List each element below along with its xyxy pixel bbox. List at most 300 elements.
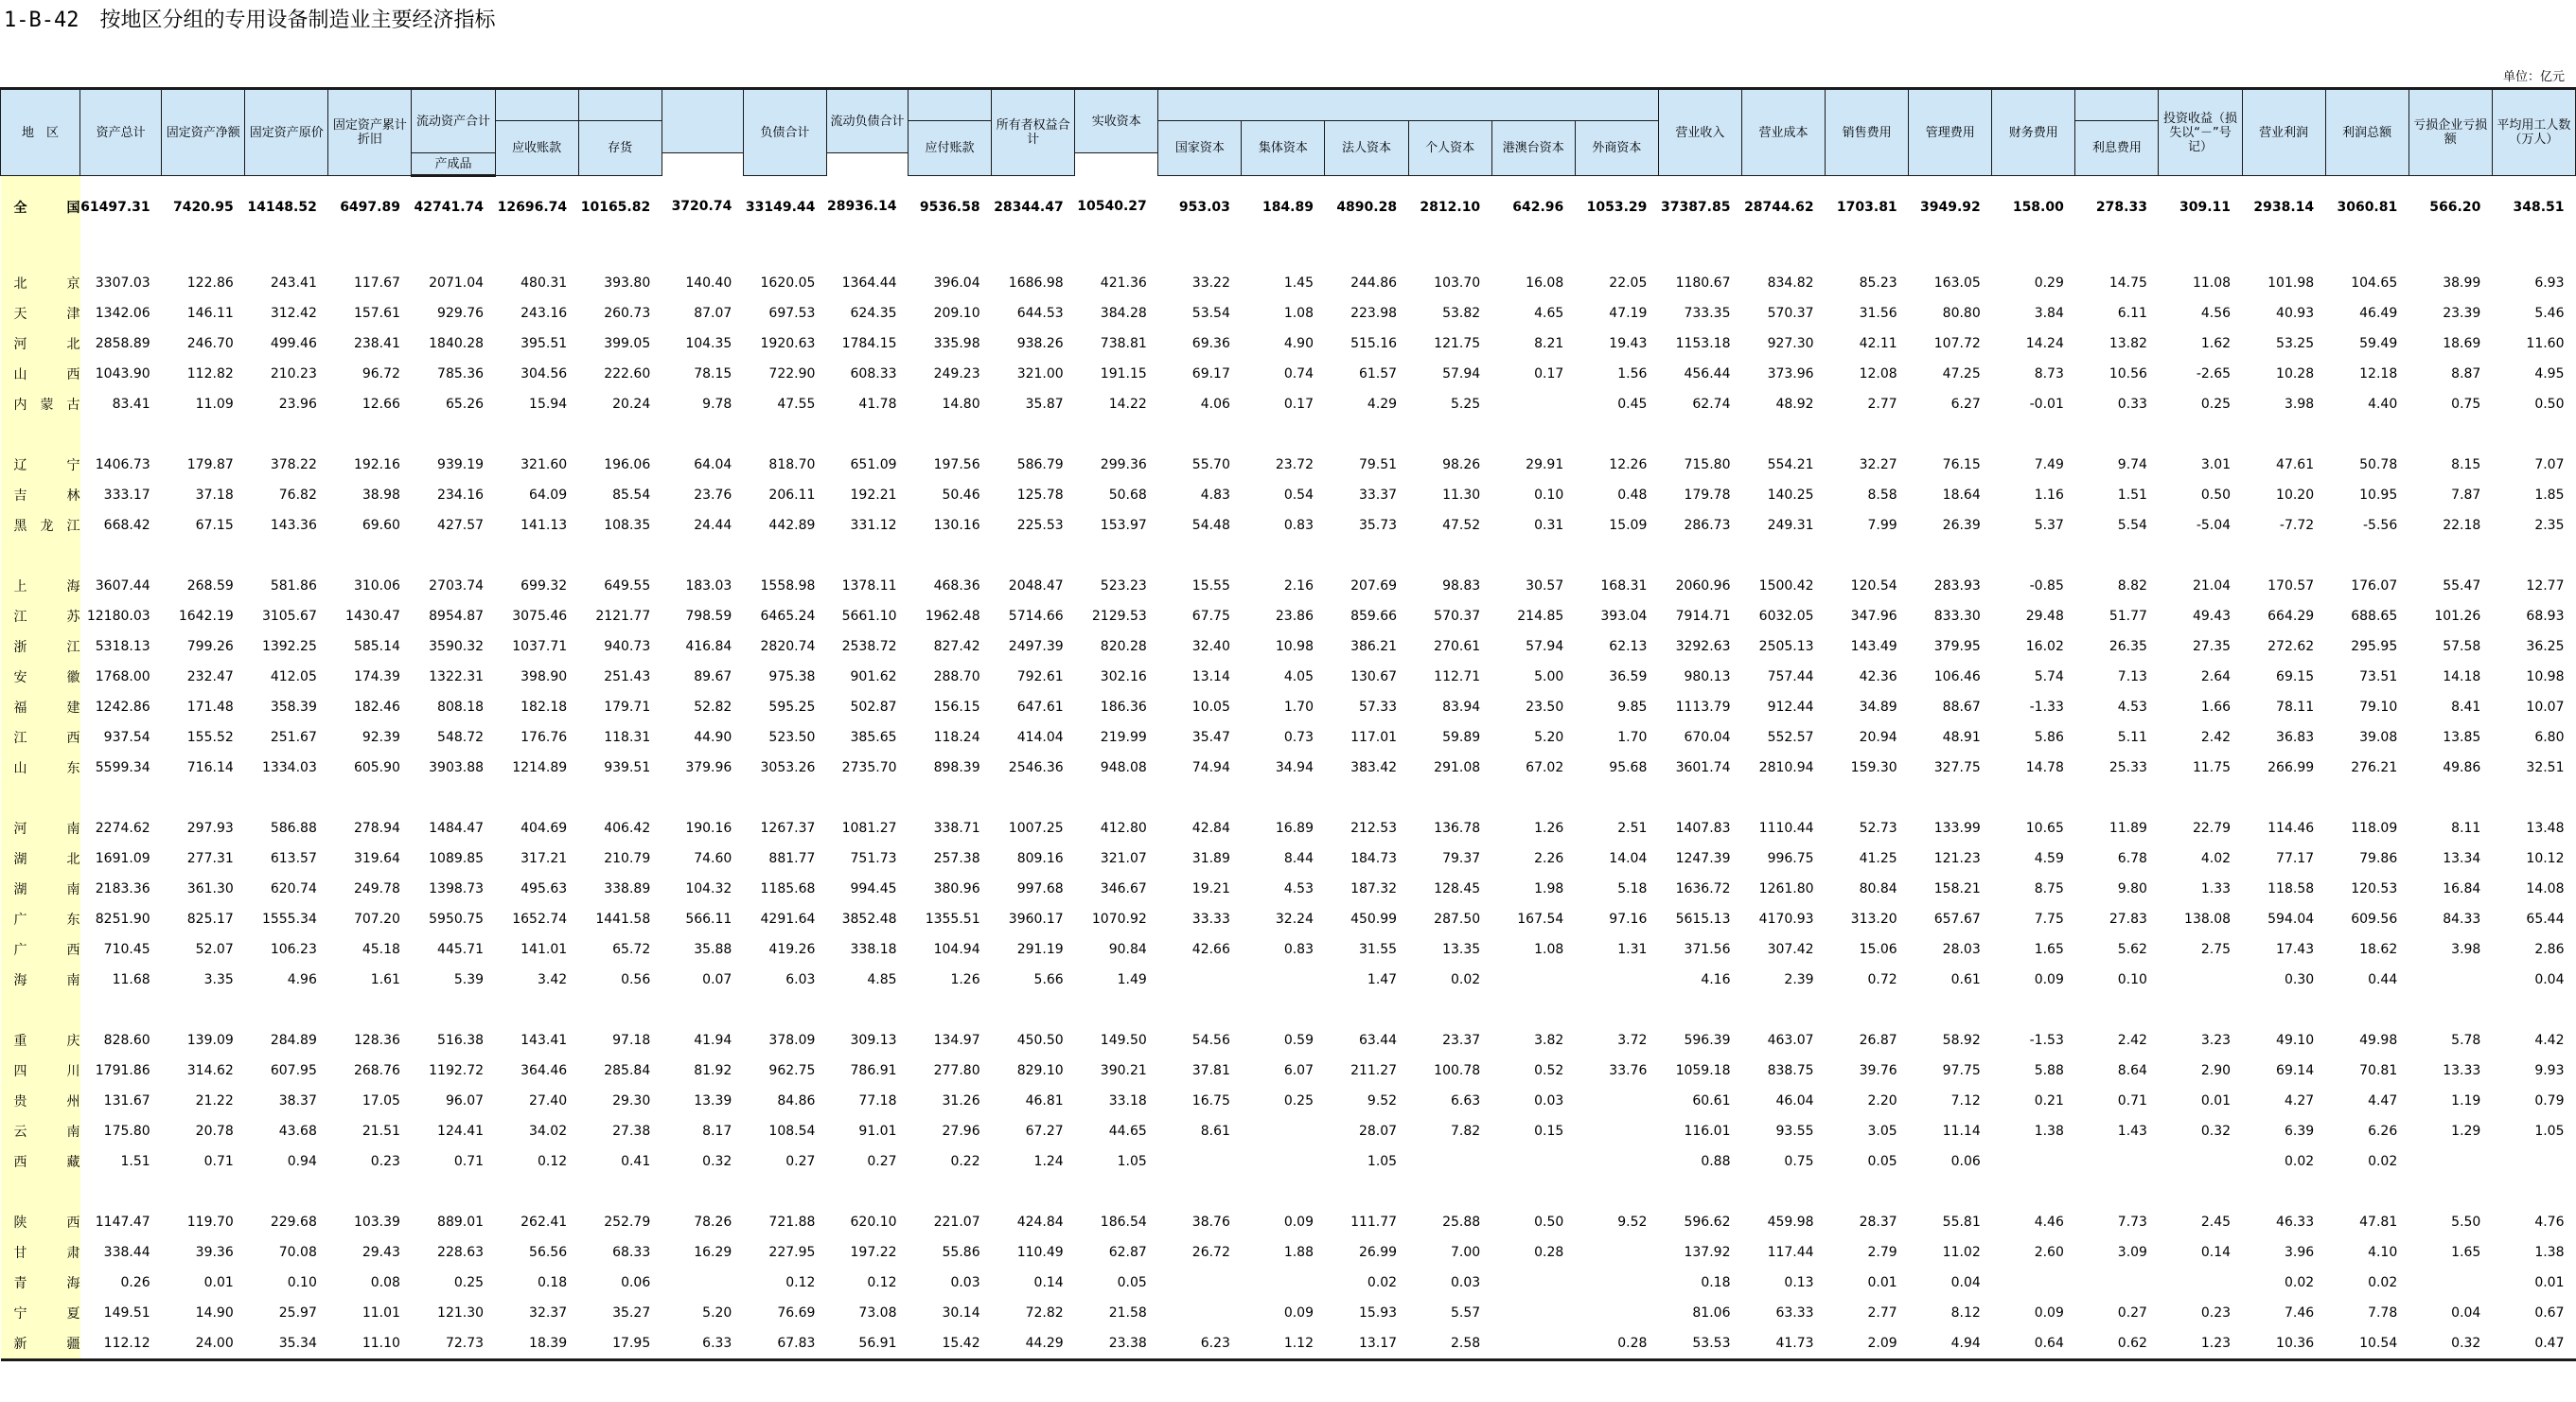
value-cell: 1784.15 — [841, 336, 897, 351]
value-cell: 5.20 — [1534, 730, 1564, 745]
value-cell: 412.05 — [270, 669, 317, 684]
value-cell: 12.66 — [362, 397, 400, 412]
value-cell: 0.04 — [1950, 1275, 1981, 1290]
value-cell: 79.37 — [1442, 851, 1481, 866]
value-cell: 23.38 — [1075, 1328, 1158, 1360]
value-cell: 827.42 — [933, 639, 980, 654]
value-cell — [1575, 1086, 1658, 1116]
value-cell: 18.39 — [495, 1328, 578, 1360]
value-cell: 5.78 — [2451, 1033, 2481, 1048]
value-cell: 0.48 — [1617, 488, 1648, 503]
value-cell: 107.72 — [1933, 336, 1981, 351]
value-cell: 24.44 — [694, 518, 732, 533]
value-cell: 41.78 — [858, 397, 897, 412]
value-cell: 58.92 — [1942, 1033, 1981, 1048]
value-cell: 175.80 — [103, 1124, 150, 1139]
value-cell: 335.98 — [933, 336, 980, 351]
value-cell: 707.20 — [353, 912, 400, 927]
value-cell: 243.41 — [270, 275, 317, 291]
value-cell: 889.01 — [437, 1215, 485, 1230]
value-cell: 4.40 — [2368, 397, 2398, 412]
value-cell: 16.08 — [1526, 275, 1564, 291]
value-cell: 1242.86 — [95, 700, 150, 715]
region-cell — [1, 995, 80, 1025]
value-cell: 953.03 — [1178, 199, 1230, 215]
value-cell — [1491, 1146, 1575, 1177]
value-cell: 18.64 — [1942, 488, 1981, 503]
value-cell: 1.51 — [2117, 488, 2147, 503]
value-cell: 67.02 — [1526, 760, 1564, 775]
region-cell: 北 京 — [1, 268, 80, 298]
value-cell: 192.16 — [353, 457, 400, 472]
value-cell: 833.30 — [1933, 609, 1981, 624]
value-cell: 16.89 — [1275, 821, 1314, 836]
value-cell: 0.03 — [1451, 1275, 1481, 1290]
value-cell: 4.95 — [2534, 366, 2565, 382]
value-cell: 2.45 — [2200, 1215, 2232, 1230]
value-cell — [1491, 1328, 1575, 1360]
value-cell: 0.09 — [2034, 972, 2064, 987]
value-cell: 33.37 — [1358, 488, 1398, 503]
value-cell: 158.00 — [2012, 199, 2064, 215]
value-cell: 7.13 — [2117, 669, 2147, 684]
value-cell: 62.87 — [1108, 1245, 1147, 1260]
value-cell: 548.72 — [437, 730, 485, 745]
value-cell: 523.23 — [1100, 578, 1147, 594]
value-cell: 13.34 — [2443, 851, 2481, 866]
value-cell: 378.09 — [768, 1033, 816, 1048]
value-cell: 6.11 — [2117, 306, 2147, 321]
value-cell: 104.35 — [685, 336, 732, 351]
value-cell: 10.95 — [2359, 488, 2398, 503]
value-cell: 61497.31 — [80, 199, 150, 215]
value-cell: 6.23 — [1158, 1328, 1242, 1360]
value-cell: 313.20 — [1850, 912, 1897, 927]
value-cell: 268.76 — [353, 1063, 400, 1078]
value-cell: 69.36 — [1191, 336, 1230, 351]
value-cell: 10.54 — [2325, 1328, 2408, 1360]
value-cell: 0.25 — [2200, 397, 2232, 412]
value-cell: 118.09 — [2351, 821, 2398, 836]
spacer-row — [1, 419, 2576, 450]
value-cell: 77.18 — [858, 1093, 897, 1109]
value-cell: 0.73 — [1283, 730, 1314, 745]
spacer-cell — [80, 238, 2576, 268]
value-cell: 95.68 — [1609, 760, 1648, 775]
value-cell: 1180.67 — [1675, 275, 1731, 291]
value-cell: 38.76 — [1191, 1215, 1230, 1230]
value-cell: 249.31 — [1767, 518, 1814, 533]
value-cell: 104.65 — [2351, 275, 2398, 291]
value-cell: 55.70 — [1191, 457, 1230, 472]
value-cell: 1.33 — [2200, 881, 2232, 896]
value-cell: 225.53 — [1016, 518, 1064, 533]
value-cell: 321.00 — [1016, 366, 1064, 382]
value-cell: 146.11 — [186, 306, 234, 321]
value-cell: 41.94 — [694, 1033, 732, 1048]
header-total-profit: 利润总额 — [2325, 89, 2408, 176]
value-cell: 309.11 — [2179, 199, 2232, 215]
value-cell: 70.08 — [278, 1245, 317, 1260]
value-cell: 117.67 — [353, 275, 400, 291]
value-cell: 6.33 — [662, 1328, 743, 1360]
header-fin-exp: 财务费用 — [1992, 89, 2075, 176]
value-cell: 53.54 — [1191, 306, 1230, 321]
value-cell: 2.39 — [1784, 972, 1814, 987]
value-cell: 5.86 — [2034, 730, 2064, 745]
value-cell: 38.37 — [278, 1093, 317, 1109]
value-cell: 1840.28 — [429, 336, 485, 351]
value-cell: 596.62 — [1684, 1215, 1731, 1230]
value-cell: 3590.32 — [429, 639, 485, 654]
value-cell: 1691.09 — [95, 851, 150, 866]
value-cell: 92.39 — [362, 730, 400, 745]
value-cell: 310.06 — [353, 578, 400, 594]
value-cell: 314.62 — [186, 1063, 234, 1078]
value-cell: 156.15 — [933, 700, 980, 715]
value-cell: 2071.04 — [429, 275, 485, 291]
value-cell: 10.20 — [2276, 488, 2315, 503]
value-cell: 2703.74 — [429, 578, 485, 594]
value-cell: 0.50 — [1534, 1215, 1564, 1230]
region-cell: 吉 林 — [1, 480, 80, 510]
value-cell: 14.90 — [195, 1305, 234, 1321]
value-cell: 0.30 — [2284, 972, 2315, 987]
value-cell: 24.00 — [162, 1328, 245, 1360]
value-cell: 2.42 — [2117, 1033, 2147, 1048]
value-cell: 68.33 — [612, 1245, 651, 1260]
value-cell: 738.81 — [1100, 336, 1147, 351]
region-cell: 江 苏 — [1, 601, 80, 631]
value-cell: 699.32 — [520, 578, 568, 594]
value-cell: 1037.71 — [512, 639, 568, 654]
value-cell: 186.36 — [1100, 700, 1147, 715]
value-cell: 34.94 — [1275, 760, 1314, 775]
value-cell: 74.60 — [694, 851, 732, 866]
table-row — [1, 843, 2576, 874]
value-cell: 0.94 — [287, 1154, 317, 1169]
region-cell: 广 东 — [1, 904, 80, 934]
value-cell: 72.82 — [1025, 1305, 1064, 1321]
value-cell: 309.13 — [850, 1033, 897, 1048]
value-cell — [1575, 1116, 1658, 1146]
value-cell: 67.75 — [1191, 609, 1230, 624]
value-cell: 6.80 — [2534, 730, 2565, 745]
value-cell: 32.37 — [529, 1305, 568, 1321]
value-cell: 42.84 — [1191, 821, 1230, 836]
value-cell: 23.50 — [1526, 700, 1564, 715]
value-cell: 186.54 — [1100, 1215, 1147, 1230]
value-cell: 1.05 — [1117, 1154, 1147, 1169]
value-cell: 733.35 — [1684, 306, 1731, 321]
value-cell: 87.07 — [694, 306, 732, 321]
value-cell: 6.39 — [2284, 1124, 2315, 1139]
value-cell: 757.44 — [1767, 669, 1814, 684]
spacer-row — [1, 995, 2576, 1025]
value-cell: 4.56 — [2200, 306, 2232, 321]
header-inventory: 存货 — [578, 121, 662, 176]
value-cell: 8.61 — [1200, 1124, 1230, 1139]
header-revenue: 营业收入 — [1658, 89, 1741, 176]
value-cell: 304.56 — [520, 366, 568, 382]
table-row — [1, 298, 2576, 328]
value-cell — [1575, 1237, 1658, 1268]
value-cell: 710.45 — [103, 942, 150, 957]
value-cell: 396.04 — [933, 275, 980, 291]
value-cell: 384.28 — [1100, 306, 1147, 321]
value-cell: 35.34 — [245, 1328, 328, 1360]
value-cell: 1.47 — [1367, 972, 1398, 987]
value-cell: 38.98 — [362, 488, 400, 503]
region-cell: 浙 江 — [1, 631, 80, 662]
value-cell: 347.96 — [1850, 609, 1897, 624]
value-cell: 668.42 — [103, 518, 150, 533]
value-cell: 0.01 — [2200, 1093, 2232, 1109]
table-code: 1-B-42 — [4, 9, 79, 32]
value-cell: 59.49 — [2359, 336, 2398, 351]
value-cell — [1242, 1146, 1325, 1177]
value-cell: 11.30 — [1442, 488, 1481, 503]
value-cell: 47.61 — [2276, 457, 2315, 472]
value-cell: 8.17 — [702, 1124, 732, 1139]
value-cell: 112.82 — [186, 366, 234, 382]
value-cell: 25.97 — [278, 1305, 317, 1321]
value-cell: 442.89 — [768, 518, 816, 533]
value-cell: 4.42 — [2534, 1033, 2565, 1048]
value-cell: 3.23 — [2200, 1033, 2232, 1048]
value-cell: 378.22 — [270, 457, 317, 472]
value-cell: 190.16 — [685, 821, 732, 836]
value-cell: 1.45 — [1283, 275, 1314, 291]
value-cell: 0.88 — [1701, 1154, 1731, 1169]
value-cell: 28.07 — [1358, 1124, 1398, 1139]
value-cell: 47.52 — [1442, 518, 1481, 533]
value-cell: 125.78 — [1016, 488, 1064, 503]
value-cell: 97.18 — [612, 1033, 651, 1048]
value-cell: 3.01 — [2200, 457, 2232, 472]
value-cell: 1.62 — [2200, 336, 2232, 351]
value-cell: 272.62 — [2267, 639, 2315, 654]
value-cell: 4.10 — [2368, 1245, 2398, 1260]
value-cell: 26.72 — [1191, 1245, 1230, 1260]
value-cell: 2.79 — [1867, 1245, 1897, 1260]
value-cell: 419.26 — [768, 942, 816, 957]
value-cell — [662, 1268, 743, 1298]
value-cell: 149.50 — [1100, 1033, 1147, 1048]
value-cell: 516.38 — [437, 1033, 485, 1048]
value-cell: 2048.47 — [1008, 578, 1064, 594]
value-cell: 28744.62 — [1744, 199, 1814, 215]
value-cell: 277.80 — [933, 1063, 980, 1078]
value-cell: 7.49 — [2034, 457, 2064, 472]
value-cell: 7.78 — [2368, 1305, 2398, 1321]
value-cell: 57.58 — [2443, 639, 2481, 654]
value-cell: 79.86 — [2359, 851, 2398, 866]
value-cell: 463.07 — [1767, 1033, 1814, 1048]
value-cell: 35.87 — [1025, 397, 1064, 412]
value-cell: 1.70 — [1617, 730, 1648, 745]
header-total-assets: 资产总计 — [80, 89, 162, 176]
value-cell: 36.25 — [2526, 639, 2565, 654]
value-cell: 319.64 — [353, 851, 400, 866]
value-cell: 65.26 — [445, 397, 485, 412]
value-cell: 2183.36 — [95, 881, 150, 896]
value-cell: 331.12 — [850, 518, 897, 533]
value-cell: 581.86 — [270, 578, 317, 594]
value-cell: 88.67 — [1942, 700, 1981, 715]
value-cell: 1.05 — [2534, 1124, 2565, 1139]
value-cell: 90.84 — [1108, 942, 1147, 957]
value-cell: 657.67 — [1933, 912, 1981, 927]
value-cell: 118.24 — [933, 730, 980, 745]
value-cell: 0.07 — [702, 972, 732, 987]
value-cell: 0.04 — [2451, 1305, 2481, 1321]
value-cell: 552.57 — [1767, 730, 1814, 745]
value-cell: 421.36 — [1100, 275, 1147, 291]
value-cell: 51.77 — [2108, 609, 2147, 624]
value-cell: 647.61 — [1016, 700, 1064, 715]
value-cell: 249.23 — [933, 366, 980, 382]
value-cell: 5.50 — [2451, 1215, 2481, 1230]
value-cell: 5615.13 — [1675, 912, 1731, 927]
value-cell: 287.50 — [1434, 912, 1481, 927]
value-cell: 11.10 — [328, 1328, 412, 1360]
value-cell: 0.02 — [2284, 1154, 2315, 1169]
value-cell: 664.29 — [2267, 609, 2315, 624]
value-cell: 55.81 — [1942, 1215, 1981, 1230]
value-cell: 834.82 — [1767, 275, 1814, 291]
value-cell: 997.68 — [1016, 881, 1064, 896]
value-cell: 130.16 — [933, 518, 980, 533]
value-cell: 6.26 — [2368, 1124, 2398, 1139]
value-cell: 52.07 — [195, 942, 234, 957]
region-cell: 福 建 — [1, 692, 80, 722]
value-cell: 7420.95 — [173, 199, 234, 215]
value-cell: 283.93 — [1933, 578, 1981, 594]
value-cell: 96.72 — [362, 366, 400, 382]
value-cell: 163.05 — [1933, 275, 1981, 291]
value-cell — [1158, 1298, 1242, 1328]
value-cell: 234.16 — [437, 488, 485, 503]
value-cell: 13.48 — [2526, 821, 2565, 836]
value-cell: 716.14 — [186, 760, 234, 775]
region-cell: 山 东 — [1, 753, 80, 783]
value-cell: 10.36 — [2242, 1328, 2325, 1360]
value-cell: 32.27 — [1859, 457, 1897, 472]
value-cell: 0.59 — [1283, 1033, 1314, 1048]
value-cell: 4.46 — [2034, 1215, 2064, 1230]
table-row — [1, 601, 2576, 631]
value-cell: 1334.03 — [261, 760, 317, 775]
value-cell: 143.36 — [270, 518, 317, 533]
value-cell: 5714.66 — [1008, 609, 1064, 624]
value-cell: 223.98 — [1350, 306, 1398, 321]
value-cell: -0.01 — [2029, 397, 2064, 412]
value-cell: 0.04 — [2534, 972, 2565, 987]
value-cell: 278.94 — [353, 821, 400, 836]
value-cell: 73.51 — [2359, 669, 2398, 684]
value-cell: 41.73 — [1741, 1328, 1825, 1360]
value-cell: 69.17 — [1191, 366, 1230, 382]
value-cell: 4.02 — [2200, 851, 2232, 866]
table-row — [1, 389, 2576, 419]
value-cell: 29.48 — [2025, 609, 2064, 624]
region-cell: 云 南 — [1, 1116, 80, 1146]
value-cell: 7.73 — [2117, 1215, 2147, 1230]
value-cell: 246.70 — [186, 336, 234, 351]
value-cell: 2.77 — [1867, 397, 1897, 412]
value-cell: 84.86 — [777, 1093, 816, 1109]
value-cell: 929.76 — [437, 306, 485, 321]
value-cell: 333.17 — [103, 488, 150, 503]
region-cell: 甘 肃 — [1, 1237, 80, 1268]
value-cell: 0.27 — [785, 1154, 816, 1169]
header-hkmt-cap: 港澳台资本 — [1491, 121, 1575, 176]
value-cell: 209.10 — [933, 306, 980, 321]
value-cell: 828.60 — [103, 1033, 150, 1048]
value-cell: 523.50 — [768, 730, 816, 745]
value-cell: 566.20 — [2429, 199, 2481, 215]
value-cell: 106.23 — [270, 942, 317, 957]
value-cell: 122.86 — [186, 275, 234, 291]
value-cell: 2274.62 — [95, 821, 150, 836]
value-cell: 13.17 — [1325, 1328, 1408, 1360]
value-cell: 10.07 — [2526, 700, 2565, 715]
value-cell: 139.09 — [186, 1033, 234, 1048]
header-foreign-cap: 外商资本 — [1575, 121, 1658, 176]
value-cell: 798.59 — [685, 609, 732, 624]
value-cell: 3307.03 — [95, 275, 150, 291]
value-cell: 16.02 — [2025, 639, 2064, 654]
region-cell: 宁 夏 — [1, 1298, 80, 1328]
table-row — [1, 1268, 2576, 1298]
value-cell: 14.78 — [2025, 760, 2064, 775]
value-cell: 16.84 — [2443, 881, 2481, 896]
value-cell: 252.79 — [604, 1215, 651, 1230]
value-cell: 937.54 — [103, 730, 150, 745]
value-cell: 140.25 — [1767, 488, 1814, 503]
value-cell: 3053.26 — [760, 760, 816, 775]
value-cell: 143.41 — [520, 1033, 568, 1048]
value-cell: 1267.37 — [760, 821, 816, 836]
value-cell: 1342.06 — [95, 306, 150, 321]
value-cell: 136.78 — [1434, 821, 1481, 836]
value-cell: 32.24 — [1275, 912, 1314, 927]
value-cell: 0.26 — [120, 1275, 150, 1290]
value-cell — [2159, 1146, 2242, 1177]
value-cell: 10.05 — [1191, 700, 1230, 715]
value-cell: 1558.98 — [760, 578, 816, 594]
value-cell: 192.21 — [850, 488, 897, 503]
value-cell: 17.43 — [2276, 942, 2315, 957]
header-paid-in: 实收资本 — [1075, 89, 1158, 153]
value-cell: 5.00 — [1534, 669, 1564, 684]
value-cell: 16.29 — [694, 1245, 732, 1260]
value-cell: 7.00 — [1451, 1245, 1481, 1260]
value-cell: 118.58 — [2267, 881, 2315, 896]
value-cell: 16.75 — [1191, 1093, 1230, 1109]
value-cell: 53.53 — [1658, 1328, 1741, 1360]
spacer-cell — [80, 783, 2576, 813]
header-personal-cap: 个人资本 — [1408, 121, 1491, 176]
value-cell: 55.86 — [942, 1245, 980, 1260]
table-row — [1, 1025, 2576, 1056]
value-cell: 2.64 — [2200, 669, 2232, 684]
value-cell: 55.47 — [2443, 578, 2481, 594]
value-cell: 939.19 — [437, 457, 485, 472]
value-cell: 2.75 — [2200, 942, 2232, 957]
value-cell: 33149.44 — [745, 199, 816, 215]
